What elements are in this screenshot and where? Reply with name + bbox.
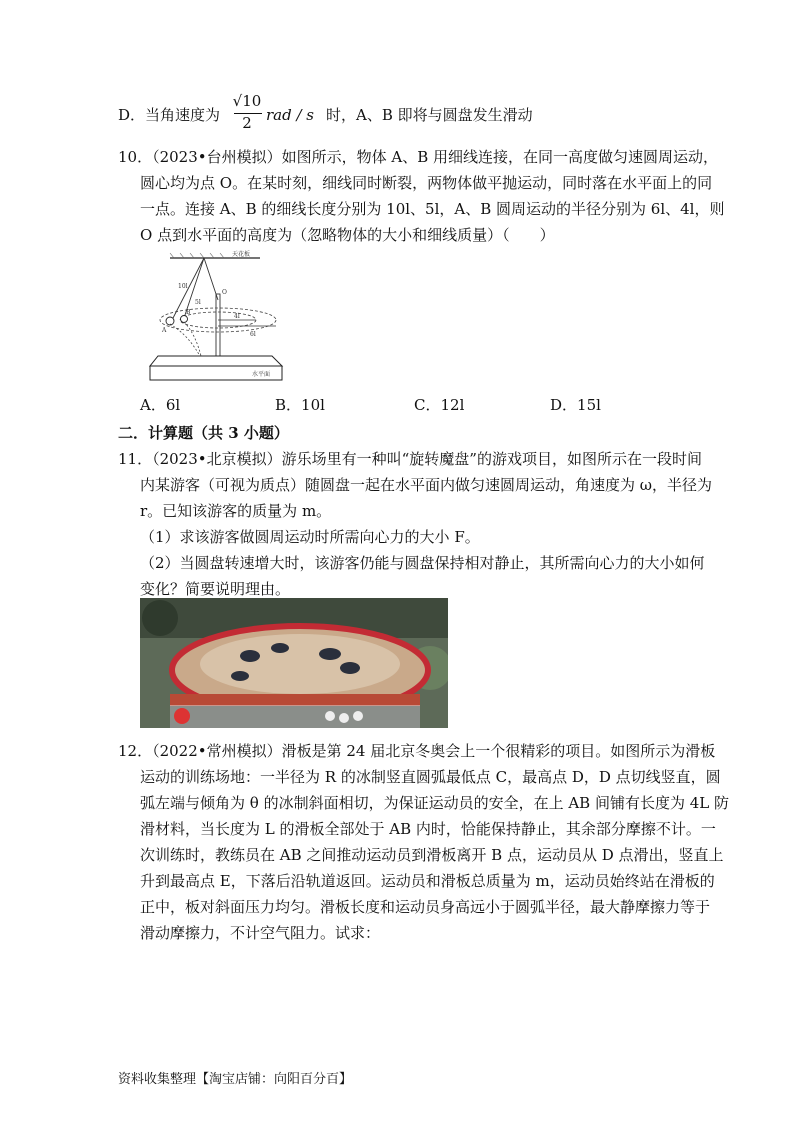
- q12-line-5: 次训练时，教练员在 AB 之间推动运动员到滑板离开 B 点，运动员从 D 点滑出，竖直上: [140, 846, 724, 864]
- point-b-label: B: [186, 309, 191, 316]
- q12-line-2: 运动的训练场地：一半径为 R 的冰制竖直圆弧最低点 C，最高点 D，D 点切线竖直，圆: [140, 768, 721, 786]
- stairs: [170, 706, 420, 728]
- q9-optd-prefix: D．当角速度为: [118, 106, 221, 124]
- q10-option-c: C．12l: [414, 396, 465, 414]
- rb-label: 4l: [234, 313, 240, 320]
- tree-left: [142, 600, 178, 636]
- q11-photo: [140, 598, 448, 728]
- q11-line-3: r。已知该游客的质量为 m。: [140, 502, 332, 520]
- q9-optd-numerator: √10: [232, 92, 262, 110]
- q11-line-5: （2）当圆盘转速增大时，该游客仍能与圆盘保持相对静止，其所需向心力的大小如何: [140, 554, 705, 572]
- section-2-title: 二．计算题（共 3 小题）: [118, 424, 289, 442]
- ra-label: 6l: [250, 331, 256, 338]
- ground-top: [150, 356, 282, 366]
- q11-line-2: 内某游客（可视为质点）随圆盘一起在水平面内做匀速圆周运动，角速度为 ω，半径为: [140, 476, 713, 494]
- q9-optd-unit: rad / s: [266, 106, 315, 124]
- q10-figure: [140, 248, 300, 388]
- q10-line-2: 圆心均为点 O。在某时刻，细线同时断裂，两物体做平抛运动，同时落在水平面上的同: [140, 174, 713, 192]
- q10-option-d: D．15l: [550, 396, 601, 414]
- len-a-label: 10l: [178, 283, 188, 290]
- page-footer: 资料收集整理【淘宝店铺：向阳百分百】: [118, 1072, 353, 1087]
- q12-line-7: 正中，板对斜面压力均匀。滑板长度和运动员身高远小于圆弧半径，最大静摩擦力等于: [140, 898, 711, 916]
- q10-option-a: A．6l: [140, 396, 181, 414]
- q10-line-3: 一点。连接 A、B 的细线长度分别为 10l、5l，A、B 圆周运动的半径分别为 6l、4l，则: [140, 200, 725, 218]
- point-o-label: O: [222, 289, 227, 296]
- mass-b: [181, 316, 188, 323]
- q11-line-4: （1）求该游客做圆周运动时所需向心力的大小 F。: [140, 528, 480, 546]
- len-b-label: 5l: [195, 299, 201, 306]
- disc-inner: [200, 634, 400, 694]
- q12-line-6: 升到最高点 E，下落后沿轨道返回。运动员和滑板总质量为 m，运动员始终站在滑板的: [140, 872, 715, 890]
- q12-line-1: 12．（2022•常州模拟）滑板是第 24 届北京冬奥会上一个很精彩的项目。如图所示为滑板: [118, 742, 716, 760]
- trajectory-b: [184, 322, 202, 360]
- q10-line-1: 10．（2023•台州模拟）如图所示，物体 A、B 用细线连接，在同一高度做匀速圆周运动，: [118, 148, 719, 166]
- point-a-label: A: [162, 327, 167, 334]
- q12-line-3: 弧左端与倾角为 θ 的冰制斜面相切，为保证运动员的安全，在上 AB 间铺有长度为 4L 防: [140, 794, 730, 812]
- ceiling-label: 天花板: [232, 251, 251, 258]
- q11-line-1: 11．（2023•北京模拟）游乐场里有一种叫“旋转魔盘”的游戏项目，如图所示在一段时间: [118, 450, 702, 468]
- q12-line-4: 滑材料，当长度为 L 的滑板全部处于 AB 内时，恰能保持静止，其余部分摩擦不计。一: [140, 820, 716, 838]
- q10-option-b: B．10l: [275, 396, 325, 414]
- q12-line-8: 滑动摩擦力，不计空气阻力。试求：: [140, 924, 381, 942]
- q11-line-6: 变化？简要说明理由。: [140, 580, 291, 598]
- fence-front: [170, 694, 420, 706]
- ceiling-hatch: [170, 253, 224, 258]
- sign-badge: [174, 708, 190, 724]
- trajectory-a: [170, 324, 202, 360]
- mass-a: [166, 317, 174, 325]
- q9-optd-suffix: 时，A、B 即将与圆盘发生滑动: [326, 106, 533, 124]
- ground-label: 水平面: [252, 371, 271, 378]
- q10-line-4: O 点到水平面的高度为（忽略物体的大小和细线质量）（ ）: [140, 226, 555, 244]
- q9-optd-denominator: 2: [242, 114, 252, 132]
